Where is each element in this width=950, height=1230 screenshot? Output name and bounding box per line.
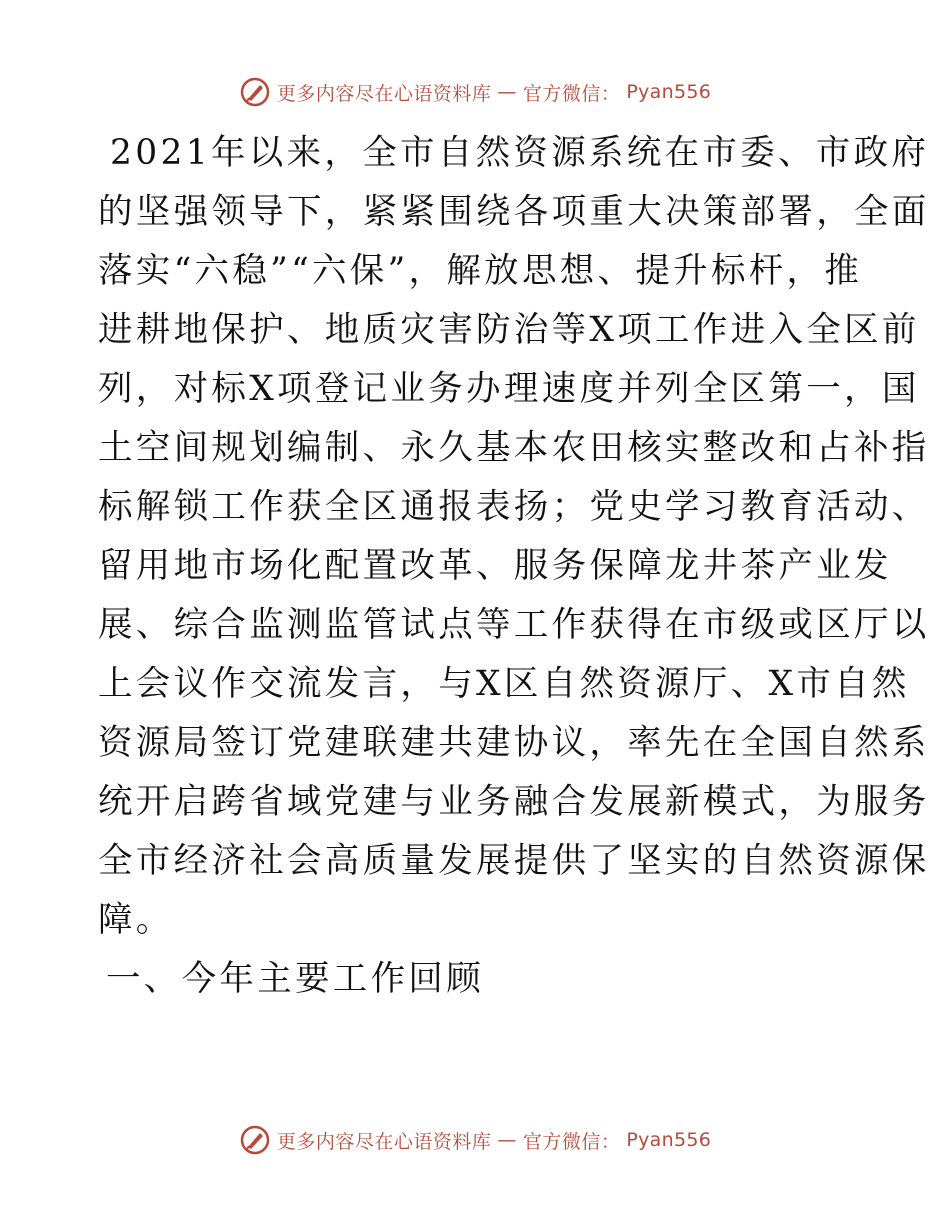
- paragraph-line: 全市经济社会高质量发展提供了坚实的自然资源保: [98, 841, 930, 881]
- paragraph-line: 标解锁工作获全区通报表扬；党史学习教育活动、: [98, 487, 930, 527]
- footer-watermark: [0, 1120, 950, 1160]
- watermark-contact-id: Pyan556: [626, 81, 712, 103]
- watermark-text: 更多内容尽在心语资料库: [276, 82, 492, 105]
- watermark-contact-label: 官方微信：: [522, 82, 621, 105]
- paragraph-line: 上会议作交流发言，与X区自然资源厅、X市自然: [98, 664, 910, 704]
- body-paragraph: [98, 124, 930, 950]
- paragraph-line: 展、综合监测监管试点等工作获得在市级或区厅以: [98, 605, 930, 645]
- quill-logo-icon: [239, 1124, 271, 1156]
- paragraph-line: 进耕地保护、地质灾害防治等X项工作进入全区前: [98, 310, 920, 350]
- paragraph-line: 的坚强领导下，紧紧围绕各项重大决策部署，全面: [98, 192, 930, 232]
- paragraph-line: 障。: [98, 900, 174, 940]
- section-heading: 一、今年主要工作回顾: [106, 959, 484, 999]
- watermark-separator: —: [497, 1129, 517, 1151]
- quill-logo-icon: [239, 76, 271, 108]
- paragraph-line: 资源局签订党建联建共建协议，率先在全国自然系: [98, 723, 930, 763]
- watermark-contact-id: Pyan556: [626, 1129, 712, 1151]
- header-watermark: [0, 72, 950, 112]
- watermark-text: 更多内容尽在心语资料库: [276, 1130, 492, 1153]
- paragraph-line: 列，对标X项登记业务办理速度并列全区第一，国: [98, 369, 920, 409]
- paragraph-line: 统开启跨省域党建与业务融合发展新模式，为服务: [98, 782, 930, 822]
- paragraph-line: 留用地市场化配置改革、服务保障龙井茶产业发: [98, 546, 892, 586]
- paragraph-line: 2021年以来，全市自然资源系统在市委、市政府: [110, 133, 930, 173]
- watermark-separator: —: [497, 81, 517, 103]
- paragraph-line: 落实“六稳”“六保”，解放思想、提升标杆，推: [98, 251, 863, 291]
- paragraph-line: 土空间规划编制、永久基本农田核实整改和占补指: [98, 428, 930, 468]
- watermark-contact-label: 官方微信：: [522, 1130, 621, 1153]
